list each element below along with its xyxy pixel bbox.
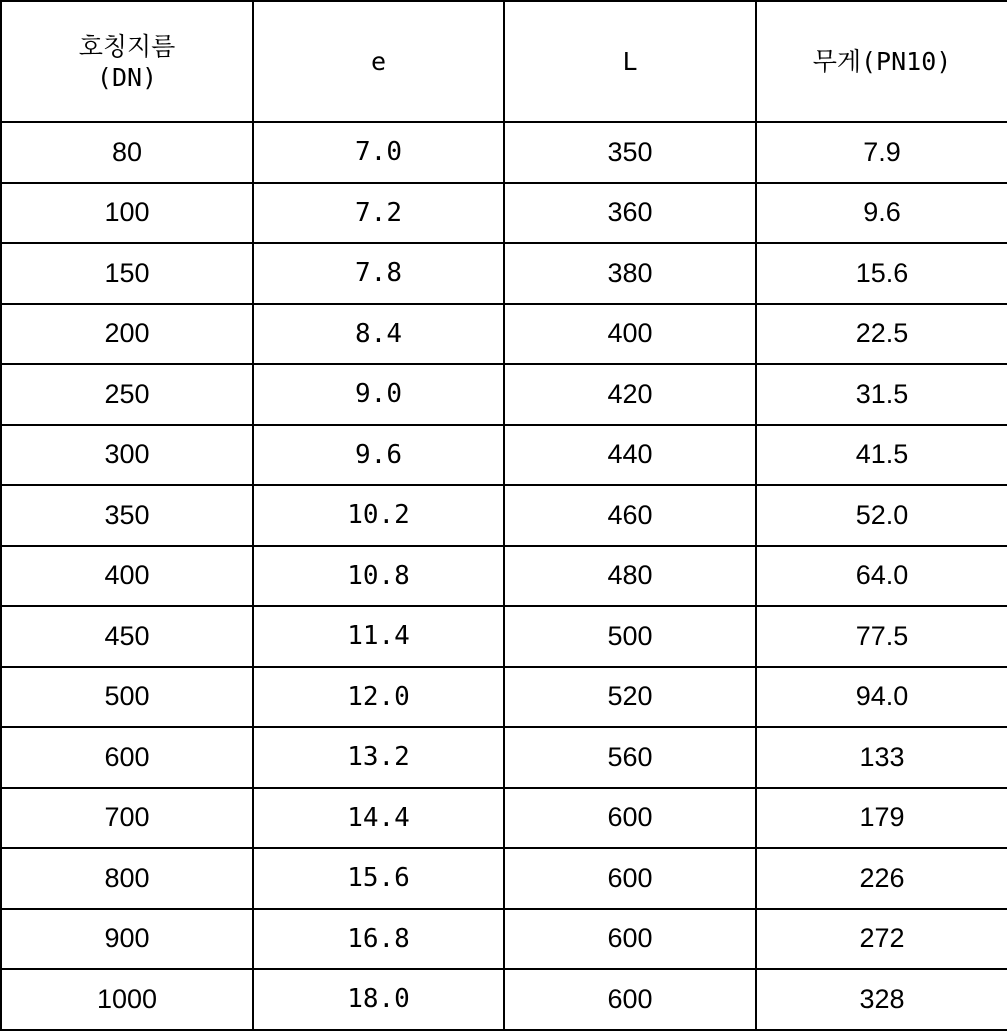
cell-nominal-diameter: 600 xyxy=(1,727,253,788)
table-row xyxy=(1,243,1007,304)
cell-nominal-diameter: 150 xyxy=(1,243,253,304)
cell-weight: 272 xyxy=(756,909,1007,970)
cell-l: 350 xyxy=(504,122,756,183)
cell-e: 7.0 xyxy=(253,122,504,183)
cell-weight: 133 xyxy=(756,727,1007,788)
cell-l: 420 xyxy=(504,364,756,425)
cell-l: 600 xyxy=(504,848,756,909)
cell-l: 600 xyxy=(504,969,756,1030)
cell-weight: 226 xyxy=(756,848,1007,909)
header-weight: 무게(PN10) xyxy=(756,1,1007,122)
cell-nominal-diameter: 300 xyxy=(1,425,253,486)
cell-e: 16.8 xyxy=(253,909,504,970)
cell-weight: 179 xyxy=(756,788,1007,849)
cell-weight: 9.6 xyxy=(756,183,1007,244)
cell-nominal-diameter: 450 xyxy=(1,606,253,667)
table-row xyxy=(1,606,1007,667)
table-row xyxy=(1,122,1007,183)
cell-e: 9.6 xyxy=(253,425,504,486)
cell-e: 8.4 xyxy=(253,304,504,365)
cell-nominal-diameter: 1000 xyxy=(1,969,253,1030)
table-row xyxy=(1,364,1007,425)
cell-e: 15.6 xyxy=(253,848,504,909)
cell-e: 10.2 xyxy=(253,485,504,546)
cell-l: 440 xyxy=(504,425,756,486)
cell-l: 520 xyxy=(504,667,756,728)
cell-nominal-diameter: 80 xyxy=(1,122,253,183)
table-row xyxy=(1,485,1007,546)
header-nominal-diameter-label: 호칭지름 xyxy=(78,31,176,61)
cell-weight: 94.0 xyxy=(756,667,1007,728)
cell-weight: 52.0 xyxy=(756,485,1007,546)
table-row xyxy=(1,727,1007,788)
cell-e: 14.4 xyxy=(253,788,504,849)
cell-weight: 41.5 xyxy=(756,425,1007,486)
table-row xyxy=(1,848,1007,909)
cell-nominal-diameter: 350 xyxy=(1,485,253,546)
table-row xyxy=(1,304,1007,365)
table-body xyxy=(1,122,1007,1030)
cell-e: 18.0 xyxy=(253,969,504,1030)
cell-e: 7.8 xyxy=(253,243,504,304)
cell-nominal-diameter: 400 xyxy=(1,546,253,607)
cell-weight: 7.9 xyxy=(756,122,1007,183)
cell-weight: 328 xyxy=(756,969,1007,1030)
cell-l: 600 xyxy=(504,909,756,970)
cell-nominal-diameter: 500 xyxy=(1,667,253,728)
cell-weight: 77.5 xyxy=(756,606,1007,667)
cell-l: 400 xyxy=(504,304,756,365)
cell-nominal-diameter: 700 xyxy=(1,788,253,849)
cell-l: 600 xyxy=(504,788,756,849)
cell-nominal-diameter: 200 xyxy=(1,304,253,365)
table-row xyxy=(1,183,1007,244)
cell-e: 10.8 xyxy=(253,546,504,607)
header-nominal-diameter-unit: (DN) xyxy=(96,62,158,92)
cell-nominal-diameter: 250 xyxy=(1,364,253,425)
cell-e: 11.4 xyxy=(253,606,504,667)
header-nominal-diameter xyxy=(1,1,253,122)
cell-weight: 31.5 xyxy=(756,364,1007,425)
cell-l: 560 xyxy=(504,727,756,788)
cell-e: 9.0 xyxy=(253,364,504,425)
cell-weight: 22.5 xyxy=(756,304,1007,365)
cell-e: 13.2 xyxy=(253,727,504,788)
header-e: e xyxy=(253,1,504,122)
table-row xyxy=(1,909,1007,970)
cell-nominal-diameter: 900 xyxy=(1,909,253,970)
cell-l: 380 xyxy=(504,243,756,304)
table-row xyxy=(1,667,1007,728)
header-l: L xyxy=(504,1,756,122)
cell-l: 500 xyxy=(504,606,756,667)
table-row xyxy=(1,788,1007,849)
header-row xyxy=(1,1,1007,122)
cell-e: 7.2 xyxy=(253,183,504,244)
cell-weight: 64.0 xyxy=(756,546,1007,607)
cell-l: 460 xyxy=(504,485,756,546)
cell-l: 480 xyxy=(504,546,756,607)
table-row xyxy=(1,546,1007,607)
cell-nominal-diameter: 100 xyxy=(1,183,253,244)
table-row xyxy=(1,425,1007,486)
cell-weight: 15.6 xyxy=(756,243,1007,304)
cell-l: 360 xyxy=(504,183,756,244)
cell-nominal-diameter: 800 xyxy=(1,848,253,909)
cell-e: 12.0 xyxy=(253,667,504,728)
table-row xyxy=(1,969,1007,1030)
